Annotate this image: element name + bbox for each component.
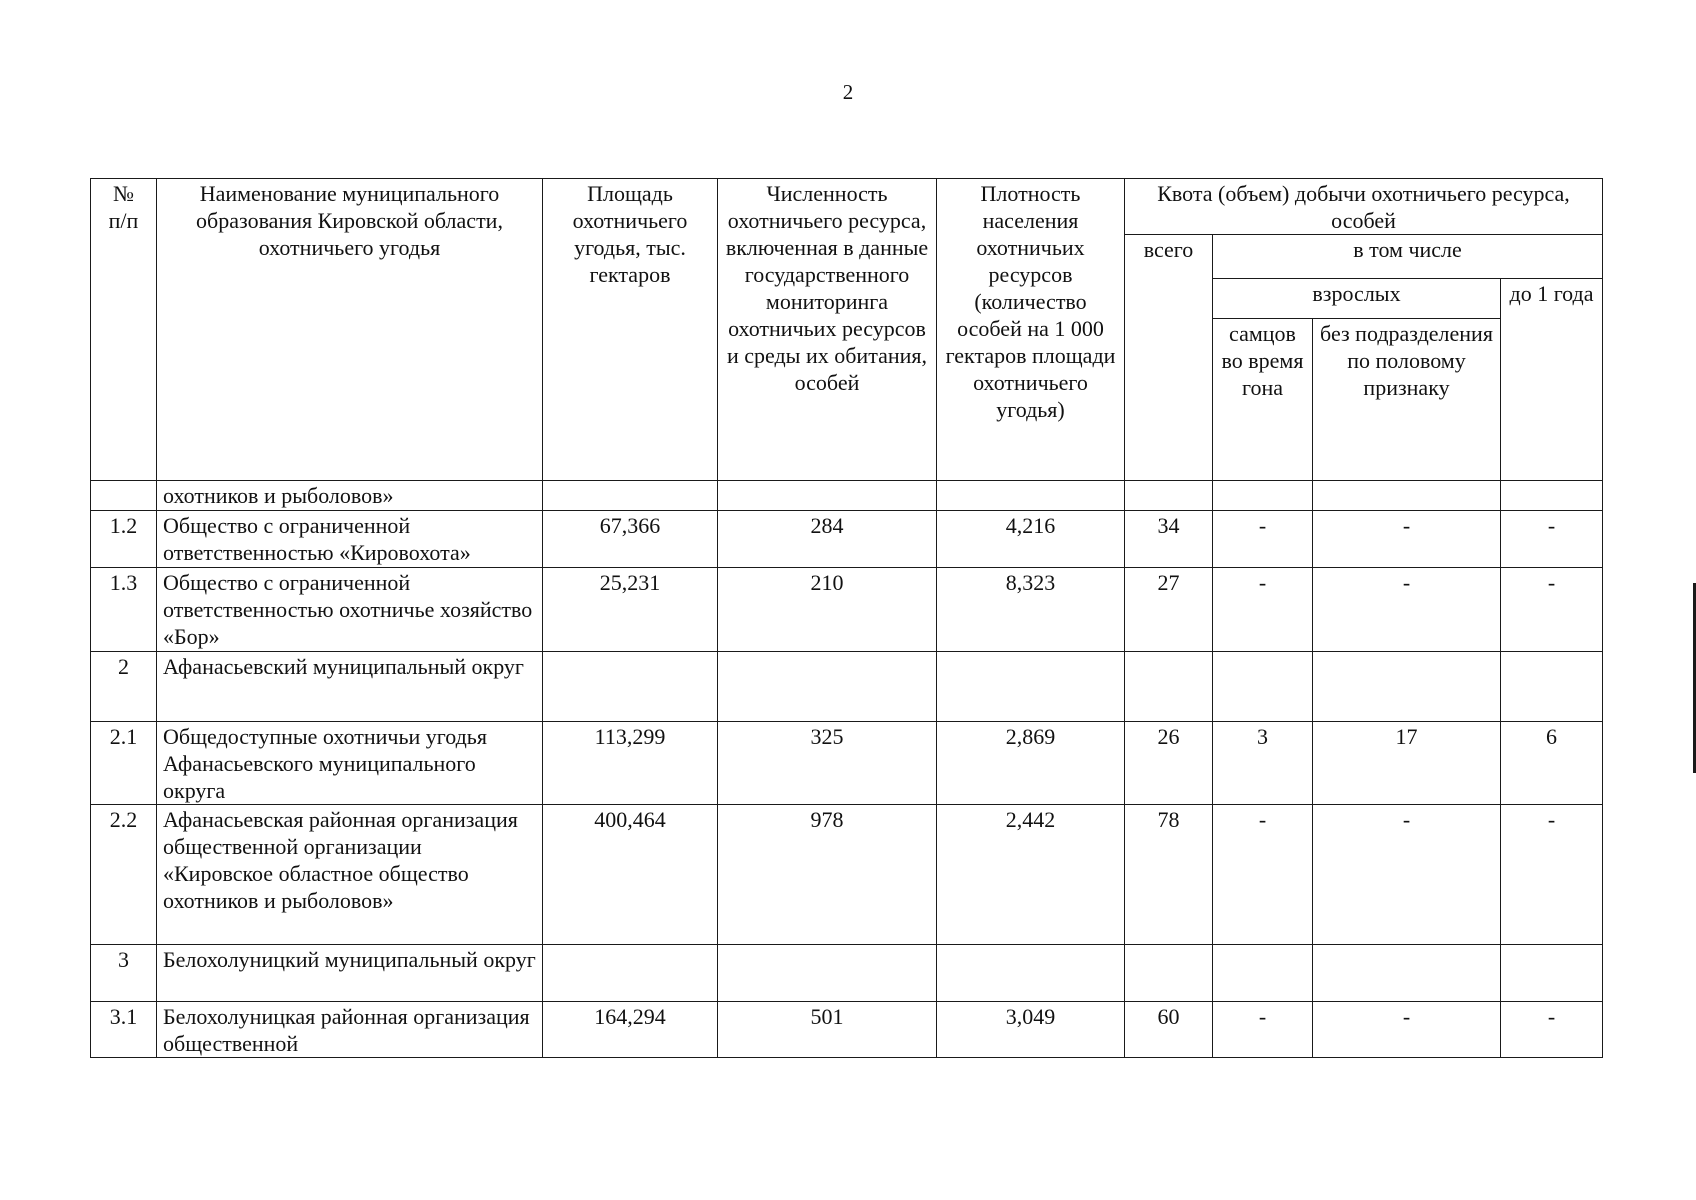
cell-number: 3.1 xyxy=(91,1002,157,1058)
cell-area xyxy=(543,481,718,511)
cell-density: 2,442 xyxy=(937,805,1125,945)
cell-name: Белохолуницкий муниципальный округ xyxy=(157,945,543,1002)
cell-under-one-year: - xyxy=(1501,511,1603,568)
cell-males-rut: - xyxy=(1213,805,1313,945)
cell-area: 67,366 xyxy=(543,511,718,568)
header-area: Площадь охотничьего угодья, тыс. гектаров xyxy=(543,179,718,481)
cell-under-one-year xyxy=(1501,481,1603,511)
cell-males-rut: - xyxy=(1213,1002,1313,1058)
header-number: № п/п xyxy=(91,179,157,481)
cell-density: 3,049 xyxy=(937,1002,1125,1058)
table-row xyxy=(91,945,1603,1002)
cell-name: Общество с ограниченной ответственностью «Кировохота» xyxy=(157,511,543,568)
cell-no-sex-division xyxy=(1313,481,1501,511)
cell-total xyxy=(1125,481,1213,511)
table-row xyxy=(91,511,1603,568)
table-body xyxy=(91,481,1603,1058)
cell-males-rut xyxy=(1213,652,1313,722)
table-row xyxy=(91,805,1603,945)
cell-total: 78 xyxy=(1125,805,1213,945)
cell-density: 8,323 xyxy=(937,568,1125,652)
cell-number xyxy=(91,481,157,511)
table-row xyxy=(91,568,1603,652)
cell-total xyxy=(1125,652,1213,722)
hunting-quota-table xyxy=(90,178,1603,1058)
cell-count xyxy=(718,945,937,1002)
cell-density xyxy=(937,481,1125,511)
cell-males-rut xyxy=(1213,481,1313,511)
cell-number: 2.1 xyxy=(91,722,157,805)
cell-total xyxy=(1125,945,1213,1002)
cell-total: 26 xyxy=(1125,722,1213,805)
cell-no-sex-division: - xyxy=(1313,511,1501,568)
cell-under-one-year: - xyxy=(1501,805,1603,945)
header-adults: взрослых xyxy=(1213,279,1501,319)
cell-number: 1.2 xyxy=(91,511,157,568)
cell-count xyxy=(718,481,937,511)
header-under-one-year: до 1 года xyxy=(1501,279,1603,481)
cell-total: 60 xyxy=(1125,1002,1213,1058)
cell-area: 400,464 xyxy=(543,805,718,945)
table-header xyxy=(91,179,1603,481)
cell-density xyxy=(937,945,1125,1002)
cell-under-one-year: - xyxy=(1501,568,1603,652)
cell-males-rut xyxy=(1213,945,1313,1002)
cell-males-rut: - xyxy=(1213,511,1313,568)
cell-under-one-year: 6 xyxy=(1501,722,1603,805)
cell-number: 2 xyxy=(91,652,157,722)
cell-name: Афанасьевский муниципальный округ xyxy=(157,652,543,722)
cell-name: Общество с ограниченной ответственностью охотничье хозяйство «Бор» xyxy=(157,568,543,652)
cell-name: охотников и рыболовов» xyxy=(157,481,543,511)
cell-area: 113,299 xyxy=(543,722,718,805)
header-males-rut: самцов во время гона xyxy=(1213,319,1313,481)
cell-count: 978 xyxy=(718,805,937,945)
header-count: Численность охотничьего ресурса, включенная в данные государственного мониторинга охотничьих ресурсов и среды их обитания, особей xyxy=(718,179,937,481)
cell-count xyxy=(718,652,937,722)
cell-no-sex-division: - xyxy=(1313,805,1501,945)
cell-no-sex-division xyxy=(1313,652,1501,722)
table-row xyxy=(91,1002,1603,1058)
cell-name: Белохолуницкая районная организация общественной xyxy=(157,1002,543,1058)
cell-males-rut: 3 xyxy=(1213,722,1313,805)
cell-name: Общедоступные охотничьи угодья Афанасьевского муниципального округа xyxy=(157,722,543,805)
header-no-sex-division: без подразделения по половому признаку xyxy=(1313,319,1501,481)
cell-number: 3 xyxy=(91,945,157,1002)
cell-number: 1.3 xyxy=(91,568,157,652)
page-number: 2 xyxy=(842,80,854,104)
cell-area xyxy=(543,945,718,1002)
cell-no-sex-division: - xyxy=(1313,1002,1501,1058)
header-density: Плотность населения охотничьих ресурсов (количество особей на 1 000 гектаров площади охотничьего угодья) xyxy=(937,179,1125,481)
table-row xyxy=(91,481,1603,511)
header-name: Наименование муниципального образования Кировской области, охотничьего угодья xyxy=(157,179,543,481)
cell-total: 34 xyxy=(1125,511,1213,568)
cell-no-sex-division: 17 xyxy=(1313,722,1501,805)
cell-count: 325 xyxy=(718,722,937,805)
cell-under-one-year xyxy=(1501,945,1603,1002)
cell-number: 2.2 xyxy=(91,805,157,945)
table-row xyxy=(91,722,1603,805)
cell-density: 2,869 xyxy=(937,722,1125,805)
cell-total: 27 xyxy=(1125,568,1213,652)
cell-under-one-year xyxy=(1501,652,1603,722)
cell-density xyxy=(937,652,1125,722)
cell-count: 501 xyxy=(718,1002,937,1058)
cell-area: 25,231 xyxy=(543,568,718,652)
cell-no-sex-division: - xyxy=(1313,568,1501,652)
cell-area: 164,294 xyxy=(543,1002,718,1058)
header-quota: Квота (объем) добычи охотничьего ресурса, особей xyxy=(1125,179,1603,235)
cell-count: 284 xyxy=(718,511,937,568)
header-total: всего xyxy=(1125,235,1213,481)
cell-under-one-year: - xyxy=(1501,1002,1603,1058)
cell-density: 4,216 xyxy=(937,511,1125,568)
cell-males-rut: - xyxy=(1213,568,1313,652)
cell-no-sex-division xyxy=(1313,945,1501,1002)
cell-area xyxy=(543,652,718,722)
cell-name: Афанасьевская районная организация общественной организации «Кировское областное общество охотников и рыболовов» xyxy=(157,805,543,945)
cell-count: 210 xyxy=(718,568,937,652)
header-including: в том числе xyxy=(1213,235,1603,279)
table-row xyxy=(91,652,1603,722)
